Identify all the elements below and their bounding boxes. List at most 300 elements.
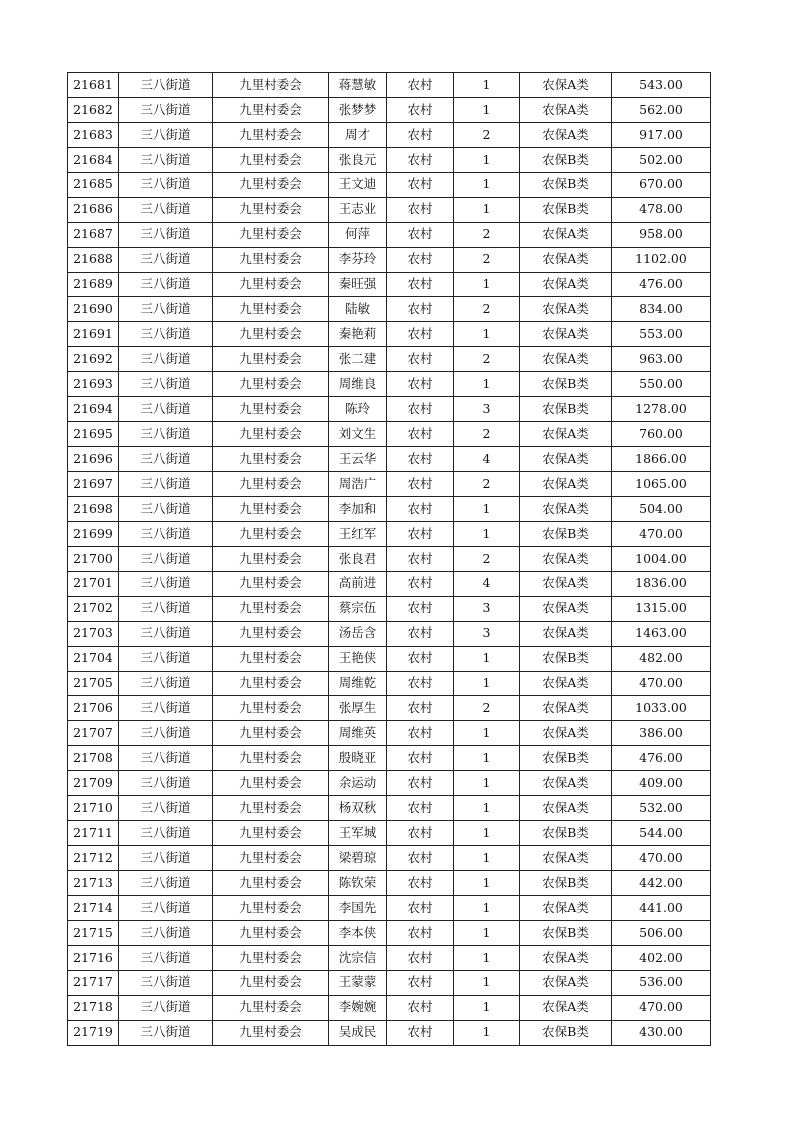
- household-size-cell: 1: [454, 496, 520, 521]
- street-cell: 三八街道: [119, 696, 213, 721]
- household-size-cell: 1: [454, 372, 520, 397]
- insurance-category-cell: 农保A类: [520, 247, 612, 272]
- table-row: [68, 1020, 711, 1045]
- table-row: [68, 746, 711, 771]
- street-cell: 三八街道: [119, 1020, 213, 1045]
- row-number-cell: 21708: [68, 746, 119, 771]
- amount-cell: 532.00: [612, 796, 711, 821]
- household-size-cell: 4: [454, 447, 520, 472]
- amount-cell: 506.00: [612, 920, 711, 945]
- person-name-cell: 杨双秋: [329, 796, 387, 821]
- village-committee-cell: 九里村委会: [213, 97, 329, 122]
- village-committee-cell: 九里村委会: [213, 970, 329, 995]
- row-number-cell: 21690: [68, 297, 119, 322]
- street-cell: 三八街道: [119, 796, 213, 821]
- row-number-cell: 21713: [68, 871, 119, 896]
- village-committee-cell: 九里村委会: [213, 496, 329, 521]
- table-row: [68, 546, 711, 571]
- person-name-cell: 陆敏: [329, 297, 387, 322]
- amount-cell: 544.00: [612, 821, 711, 846]
- table-row: [68, 721, 711, 746]
- table-row: [68, 397, 711, 422]
- village-committee-cell: 九里村委会: [213, 472, 329, 497]
- street-cell: 三八街道: [119, 197, 213, 222]
- street-cell: 三八街道: [119, 646, 213, 671]
- row-number-cell: 21691: [68, 322, 119, 347]
- street-cell: 三八街道: [119, 596, 213, 621]
- street-cell: 三八街道: [119, 122, 213, 147]
- table-row: [68, 472, 711, 497]
- household-size-cell: 1: [454, 945, 520, 970]
- street-cell: 三八街道: [119, 372, 213, 397]
- household-size-cell: 2: [454, 696, 520, 721]
- insurance-category-cell: 农保A类: [520, 621, 612, 646]
- person-name-cell: 沈宗信: [329, 945, 387, 970]
- village-committee-cell: 九里村委会: [213, 621, 329, 646]
- household-size-cell: 1: [454, 97, 520, 122]
- insurance-category-cell: 农保A类: [520, 122, 612, 147]
- row-number-cell: 21701: [68, 571, 119, 596]
- row-number-cell: 21694: [68, 397, 119, 422]
- person-name-cell: 秦艳莉: [329, 322, 387, 347]
- insurance-category-cell: 农保A类: [520, 222, 612, 247]
- table-row: [68, 73, 711, 98]
- street-cell: 三八街道: [119, 995, 213, 1020]
- household-size-cell: 2: [454, 247, 520, 272]
- amount-cell: 441.00: [612, 895, 711, 920]
- street-cell: 三八街道: [119, 746, 213, 771]
- amount-cell: 409.00: [612, 771, 711, 796]
- subsidy-table: [67, 72, 711, 1046]
- household-type-cell: 农村: [387, 571, 454, 596]
- row-number-cell: 21718: [68, 995, 119, 1020]
- person-name-cell: 周才: [329, 122, 387, 147]
- insurance-category-cell: 农保A类: [520, 347, 612, 372]
- street-cell: 三八街道: [119, 671, 213, 696]
- household-type-cell: 农村: [387, 272, 454, 297]
- amount-cell: 1463.00: [612, 621, 711, 646]
- person-name-cell: 李婉婉: [329, 995, 387, 1020]
- person-name-cell: 王军城: [329, 821, 387, 846]
- household-type-cell: 农村: [387, 447, 454, 472]
- household-type-cell: 农村: [387, 746, 454, 771]
- household-size-cell: 1: [454, 895, 520, 920]
- street-cell: 三八街道: [119, 73, 213, 98]
- street-cell: 三八街道: [119, 920, 213, 945]
- household-type-cell: 农村: [387, 97, 454, 122]
- household-size-cell: 1: [454, 846, 520, 871]
- person-name-cell: 张良君: [329, 546, 387, 571]
- row-number-cell: 21714: [68, 895, 119, 920]
- household-type-cell: 农村: [387, 322, 454, 347]
- person-name-cell: 殷晓亚: [329, 746, 387, 771]
- village-committee-cell: 九里村委会: [213, 122, 329, 147]
- household-size-cell: 2: [454, 347, 520, 372]
- street-cell: 三八街道: [119, 147, 213, 172]
- household-type-cell: 农村: [387, 197, 454, 222]
- insurance-category-cell: 农保A类: [520, 97, 612, 122]
- table-row: [68, 297, 711, 322]
- village-committee-cell: 九里村委会: [213, 447, 329, 472]
- household-size-cell: 1: [454, 197, 520, 222]
- village-committee-cell: 九里村委会: [213, 546, 329, 571]
- street-cell: 三八街道: [119, 272, 213, 297]
- street-cell: 三八街道: [119, 247, 213, 272]
- table-row: [68, 222, 711, 247]
- household-type-cell: 农村: [387, 472, 454, 497]
- household-type-cell: 农村: [387, 920, 454, 945]
- insurance-category-cell: 农保B类: [520, 920, 612, 945]
- street-cell: 三八街道: [119, 970, 213, 995]
- street-cell: 三八街道: [119, 771, 213, 796]
- amount-cell: 562.00: [612, 97, 711, 122]
- insurance-category-cell: 农保A类: [520, 73, 612, 98]
- insurance-category-cell: 农保A类: [520, 895, 612, 920]
- household-size-cell: 1: [454, 322, 520, 347]
- household-size-cell: 2: [454, 222, 520, 247]
- village-committee-cell: 九里村委会: [213, 272, 329, 297]
- amount-cell: 1278.00: [612, 397, 711, 422]
- row-number-cell: 21707: [68, 721, 119, 746]
- amount-cell: 834.00: [612, 297, 711, 322]
- household-type-cell: 农村: [387, 895, 454, 920]
- insurance-category-cell: 农保B类: [520, 521, 612, 546]
- household-type-cell: 农村: [387, 172, 454, 197]
- household-type-cell: 农村: [387, 995, 454, 1020]
- row-number-cell: 21715: [68, 920, 119, 945]
- village-committee-cell: 九里村委会: [213, 322, 329, 347]
- street-cell: 三八街道: [119, 222, 213, 247]
- person-name-cell: 周维良: [329, 372, 387, 397]
- person-name-cell: 张梦梦: [329, 97, 387, 122]
- street-cell: 三八街道: [119, 721, 213, 746]
- street-cell: 三八街道: [119, 472, 213, 497]
- village-committee-cell: 九里村委会: [213, 846, 329, 871]
- household-size-cell: 1: [454, 646, 520, 671]
- table-row: [68, 621, 711, 646]
- table-row: [68, 147, 711, 172]
- insurance-category-cell: 农保B类: [520, 197, 612, 222]
- table-row: [68, 771, 711, 796]
- street-cell: 三八街道: [119, 297, 213, 322]
- amount-cell: 470.00: [612, 846, 711, 871]
- amount-cell: 536.00: [612, 970, 711, 995]
- person-name-cell: 高前进: [329, 571, 387, 596]
- household-size-cell: 1: [454, 821, 520, 846]
- street-cell: 三八街道: [119, 422, 213, 447]
- household-type-cell: 农村: [387, 596, 454, 621]
- village-committee-cell: 九里村委会: [213, 796, 329, 821]
- household-type-cell: 农村: [387, 846, 454, 871]
- person-name-cell: 陈玲: [329, 397, 387, 422]
- household-type-cell: 农村: [387, 821, 454, 846]
- amount-cell: 1102.00: [612, 247, 711, 272]
- amount-cell: 402.00: [612, 945, 711, 970]
- household-size-cell: 2: [454, 422, 520, 447]
- person-name-cell: 李国先: [329, 895, 387, 920]
- insurance-category-cell: 农保B类: [520, 397, 612, 422]
- household-type-cell: 农村: [387, 297, 454, 322]
- village-committee-cell: 九里村委会: [213, 995, 329, 1020]
- person-name-cell: 王文迪: [329, 172, 387, 197]
- table-row: [68, 496, 711, 521]
- amount-cell: 482.00: [612, 646, 711, 671]
- village-committee-cell: 九里村委会: [213, 646, 329, 671]
- row-number-cell: 21717: [68, 970, 119, 995]
- village-committee-cell: 九里村委会: [213, 147, 329, 172]
- household-type-cell: 农村: [387, 496, 454, 521]
- row-number-cell: 21704: [68, 646, 119, 671]
- household-size-cell: 1: [454, 172, 520, 197]
- household-size-cell: 1: [454, 1020, 520, 1045]
- insurance-category-cell: 农保A类: [520, 447, 612, 472]
- table-row: [68, 895, 711, 920]
- household-size-cell: 1: [454, 970, 520, 995]
- table-row: [68, 871, 711, 896]
- street-cell: 三八街道: [119, 571, 213, 596]
- row-number-cell: 21716: [68, 945, 119, 970]
- person-name-cell: 刘文生: [329, 422, 387, 447]
- village-committee-cell: 九里村委会: [213, 746, 329, 771]
- village-committee-cell: 九里村委会: [213, 945, 329, 970]
- household-size-cell: 1: [454, 995, 520, 1020]
- insurance-category-cell: 农保B类: [520, 821, 612, 846]
- street-cell: 三八街道: [119, 322, 213, 347]
- amount-cell: 553.00: [612, 322, 711, 347]
- household-size-cell: 1: [454, 871, 520, 896]
- person-name-cell: 王志业: [329, 197, 387, 222]
- insurance-category-cell: 农保A类: [520, 596, 612, 621]
- street-cell: 三八街道: [119, 172, 213, 197]
- street-cell: 三八街道: [119, 347, 213, 372]
- household-type-cell: 农村: [387, 422, 454, 447]
- table-row: [68, 97, 711, 122]
- table-row: [68, 322, 711, 347]
- person-name-cell: 周维乾: [329, 671, 387, 696]
- amount-cell: 470.00: [612, 521, 711, 546]
- table-row: [68, 372, 711, 397]
- household-size-cell: 1: [454, 671, 520, 696]
- household-size-cell: 2: [454, 122, 520, 147]
- table-row: [68, 122, 711, 147]
- amount-cell: 442.00: [612, 871, 711, 896]
- row-number-cell: 21696: [68, 447, 119, 472]
- table-row: [68, 521, 711, 546]
- row-number-cell: 21693: [68, 372, 119, 397]
- row-number-cell: 21699: [68, 521, 119, 546]
- insurance-category-cell: 农保A类: [520, 297, 612, 322]
- amount-cell: 1866.00: [612, 447, 711, 472]
- household-size-cell: 1: [454, 521, 520, 546]
- row-number-cell: 21695: [68, 422, 119, 447]
- person-name-cell: 王云华: [329, 447, 387, 472]
- person-name-cell: 王艳侠: [329, 646, 387, 671]
- table-body: [68, 73, 711, 1046]
- village-committee-cell: 九里村委会: [213, 895, 329, 920]
- row-number-cell: 21709: [68, 771, 119, 796]
- row-number-cell: 21698: [68, 496, 119, 521]
- household-size-cell: 1: [454, 796, 520, 821]
- insurance-category-cell: 农保B类: [520, 871, 612, 896]
- row-number-cell: 21686: [68, 197, 119, 222]
- village-committee-cell: 九里村委会: [213, 422, 329, 447]
- insurance-category-cell: 农保A类: [520, 796, 612, 821]
- insurance-category-cell: 农保B类: [520, 372, 612, 397]
- table-row: [68, 920, 711, 945]
- household-size-cell: 1: [454, 746, 520, 771]
- village-committee-cell: 九里村委会: [213, 871, 329, 896]
- table-row: [68, 172, 711, 197]
- table-row: [68, 247, 711, 272]
- insurance-category-cell: 农保A类: [520, 571, 612, 596]
- person-name-cell: 吴成民: [329, 1020, 387, 1045]
- insurance-category-cell: 农保A类: [520, 970, 612, 995]
- row-number-cell: 21697: [68, 472, 119, 497]
- household-type-cell: 农村: [387, 521, 454, 546]
- household-type-cell: 农村: [387, 222, 454, 247]
- amount-cell: 430.00: [612, 1020, 711, 1045]
- row-number-cell: 21682: [68, 97, 119, 122]
- amount-cell: 502.00: [612, 147, 711, 172]
- insurance-category-cell: 农保A类: [520, 472, 612, 497]
- amount-cell: 470.00: [612, 995, 711, 1020]
- row-number-cell: 21700: [68, 546, 119, 571]
- street-cell: 三八街道: [119, 621, 213, 646]
- person-name-cell: 梁碧琼: [329, 846, 387, 871]
- amount-cell: 1065.00: [612, 472, 711, 497]
- household-type-cell: 农村: [387, 871, 454, 896]
- row-number-cell: 21705: [68, 671, 119, 696]
- table-row: [68, 422, 711, 447]
- table-row: [68, 945, 711, 970]
- amount-cell: 760.00: [612, 422, 711, 447]
- village-committee-cell: 九里村委会: [213, 397, 329, 422]
- household-type-cell: 农村: [387, 122, 454, 147]
- amount-cell: 1033.00: [612, 696, 711, 721]
- insurance-category-cell: 农保B类: [520, 147, 612, 172]
- street-cell: 三八街道: [119, 821, 213, 846]
- insurance-category-cell: 农保B类: [520, 646, 612, 671]
- village-committee-cell: 九里村委会: [213, 571, 329, 596]
- amount-cell: 478.00: [612, 197, 711, 222]
- row-number-cell: 21719: [68, 1020, 119, 1045]
- table-row: [68, 846, 711, 871]
- household-size-cell: 2: [454, 297, 520, 322]
- amount-cell: 550.00: [612, 372, 711, 397]
- person-name-cell: 周浩广: [329, 472, 387, 497]
- street-cell: 三八街道: [119, 97, 213, 122]
- amount-cell: 963.00: [612, 347, 711, 372]
- table-row: [68, 596, 711, 621]
- village-committee-cell: 九里村委会: [213, 771, 329, 796]
- insurance-category-cell: 农保B类: [520, 172, 612, 197]
- amount-cell: 1004.00: [612, 546, 711, 571]
- amount-cell: 476.00: [612, 746, 711, 771]
- person-name-cell: 李芬玲: [329, 247, 387, 272]
- person-name-cell: 余运动: [329, 771, 387, 796]
- household-size-cell: 3: [454, 397, 520, 422]
- household-type-cell: 农村: [387, 247, 454, 272]
- household-size-cell: 1: [454, 771, 520, 796]
- insurance-category-cell: 农保A类: [520, 945, 612, 970]
- row-number-cell: 21681: [68, 73, 119, 98]
- table-row: [68, 646, 711, 671]
- table-row: [68, 571, 711, 596]
- household-type-cell: 农村: [387, 73, 454, 98]
- village-committee-cell: 九里村委会: [213, 596, 329, 621]
- household-type-cell: 农村: [387, 945, 454, 970]
- person-name-cell: 张厚生: [329, 696, 387, 721]
- insurance-category-cell: 农保A类: [520, 546, 612, 571]
- row-number-cell: 21692: [68, 347, 119, 372]
- person-name-cell: 王红军: [329, 521, 387, 546]
- person-name-cell: 李加和: [329, 496, 387, 521]
- table-row: [68, 272, 711, 297]
- household-type-cell: 农村: [387, 397, 454, 422]
- amount-cell: 470.00: [612, 671, 711, 696]
- village-committee-cell: 九里村委会: [213, 347, 329, 372]
- amount-cell: 504.00: [612, 496, 711, 521]
- household-type-cell: 农村: [387, 796, 454, 821]
- table-row: [68, 995, 711, 1020]
- person-name-cell: 蒋慧敏: [329, 73, 387, 98]
- row-number-cell: 21685: [68, 172, 119, 197]
- household-type-cell: 农村: [387, 771, 454, 796]
- household-type-cell: 农村: [387, 646, 454, 671]
- household-type-cell: 农村: [387, 970, 454, 995]
- village-committee-cell: 九里村委会: [213, 721, 329, 746]
- street-cell: 三八街道: [119, 521, 213, 546]
- household-type-cell: 农村: [387, 671, 454, 696]
- household-type-cell: 农村: [387, 696, 454, 721]
- household-size-cell: 2: [454, 472, 520, 497]
- household-size-cell: 1: [454, 73, 520, 98]
- insurance-category-cell: 农保A类: [520, 422, 612, 447]
- street-cell: 三八街道: [119, 447, 213, 472]
- village-committee-cell: 九里村委会: [213, 222, 329, 247]
- street-cell: 三八街道: [119, 496, 213, 521]
- row-number-cell: 21683: [68, 122, 119, 147]
- insurance-category-cell: 农保A类: [520, 995, 612, 1020]
- household-size-cell: 1: [454, 147, 520, 172]
- village-committee-cell: 九里村委会: [213, 1020, 329, 1045]
- village-committee-cell: 九里村委会: [213, 920, 329, 945]
- village-committee-cell: 九里村委会: [213, 372, 329, 397]
- household-type-cell: 农村: [387, 147, 454, 172]
- insurance-category-cell: 农保B类: [520, 746, 612, 771]
- village-committee-cell: 九里村委会: [213, 521, 329, 546]
- person-name-cell: 蔡宗伍: [329, 596, 387, 621]
- person-name-cell: 张二建: [329, 347, 387, 372]
- table-row: [68, 970, 711, 995]
- village-committee-cell: 九里村委会: [213, 821, 329, 846]
- row-number-cell: 21710: [68, 796, 119, 821]
- household-type-cell: 农村: [387, 347, 454, 372]
- household-type-cell: 农村: [387, 546, 454, 571]
- household-size-cell: 2: [454, 546, 520, 571]
- household-type-cell: 农村: [387, 1020, 454, 1045]
- amount-cell: 670.00: [612, 172, 711, 197]
- table-row: [68, 671, 711, 696]
- village-committee-cell: 九里村委会: [213, 172, 329, 197]
- street-cell: 三八街道: [119, 895, 213, 920]
- street-cell: 三八街道: [119, 397, 213, 422]
- household-size-cell: 1: [454, 920, 520, 945]
- household-size-cell: 4: [454, 571, 520, 596]
- row-number-cell: 21688: [68, 247, 119, 272]
- person-name-cell: 张良元: [329, 147, 387, 172]
- table-row: [68, 347, 711, 372]
